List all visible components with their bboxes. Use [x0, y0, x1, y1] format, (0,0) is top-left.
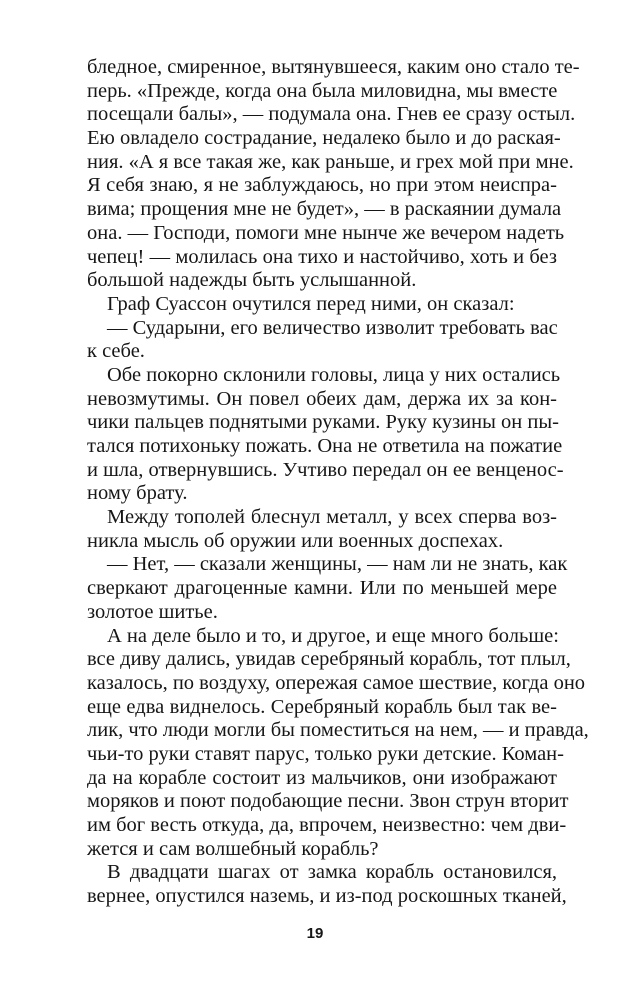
text-line: ния. «А я все такая же, как раньше, и грех мой при мне. [87, 150, 574, 173]
text-line: чепец! — молилась она тихо и настойчиво, хоть и без [87, 245, 557, 268]
text-line: моряков и поют подобающие песни. Звон струн вторит [87, 790, 569, 813]
text-line: А на деле было и то, и другое, и еще много больше: [107, 624, 559, 647]
text-line: перь. «Прежде, когда она была миловидна, мы вместе [87, 79, 558, 102]
text-line: тался потихоньку пожать. Она не ответила на пожатие [87, 435, 563, 457]
text-line: еще едва виднелось. Серебряный корабль был так ве- [87, 695, 557, 718]
text-line: Граф Суассон очутился перед ними, он сказал: [107, 292, 515, 315]
text-line: лик, что люди могли бы поместиться на нем, — и правда, [87, 719, 589, 742]
text-line: к себе. [87, 340, 145, 363]
text-line: посещали балы», — подумала она. Гнев ее сразу остыл. [87, 103, 576, 126]
text-line: бледное, смиренное, вытянувшееся, каким оно стало те- [87, 56, 580, 78]
text-line: В двадцати шагах от замка корабль остановился, [107, 861, 557, 884]
text-line: Между тополей блеснул металл, у всех сперва воз- [107, 506, 557, 529]
text-line: чики пальцев поднятыми руками. Руку кузины он пы- [87, 411, 559, 434]
text-line: вернее, опустился наземь, и из-под роскошных тканей, [87, 885, 567, 908]
text-line: она. — Господи, помоги мне нынче же вечером надеть [87, 221, 565, 244]
text-line: — Сударыни, его величество изволит требовать вас [107, 316, 558, 339]
text-line: сверкают драгоценные камни. Или по меньшей мере [87, 577, 557, 600]
text-line: жется и сам волшебный корабль? [87, 837, 379, 860]
text-line: — Нет, — сказали женщины, — нам ли не знать, как [107, 553, 568, 576]
text-line: никла мысль об оружии или военных доспехах. [87, 529, 504, 552]
text-line: вима; прощения мне не будет», — в раскаянии думала [87, 198, 562, 221]
text-line: Ею овладело сострадание, недалеко было и до раская- [87, 127, 561, 150]
text-line: золотое шитье. [87, 600, 218, 623]
page-number: 19 [306, 925, 324, 942]
text-line: Обе покорно склонили головы, лица у них остались [107, 363, 561, 386]
text-line: да на корабле состоит из мальчиков, они изображают [87, 766, 557, 789]
text-line: Я себя знаю, я не заблуждаюсь, но при этом неиспра- [87, 174, 557, 197]
body-text [87, 56, 589, 909]
text-line: все диву дались, увидав серебряный корабль, тот плыл, [87, 648, 571, 671]
text-line: невозмутимы. Он повел обеих дам, держа их за кон- [87, 387, 557, 410]
text-line: казалось, по воздуху, опережая самое шествие, когда оно [87, 671, 586, 694]
text-line: большой надежды быть услышанной. [87, 269, 417, 292]
text-line: и шла, отвернувшись. Учтиво передал он ее венценос- [87, 458, 564, 481]
text-line: им бог весть откуда, да, впрочем, неизвестно: чем дви- [87, 814, 567, 836]
text-line: ному брату. [87, 482, 188, 505]
text-line: чьи-то руки ставят парус, только руки детские. Коман- [87, 742, 564, 765]
